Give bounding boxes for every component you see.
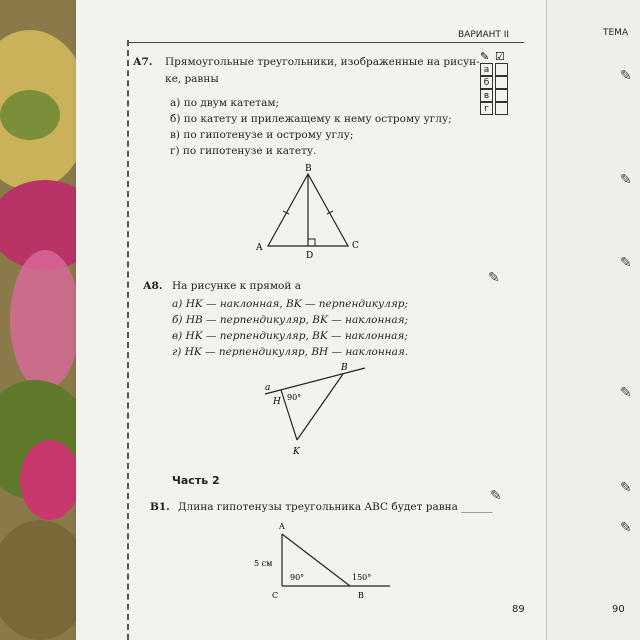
a8-option-a[interactable]: а) HK — наклонная, BK — перпендикуляр; <box>172 298 409 310</box>
checkbox-icon: ☑ <box>495 50 505 63</box>
a8-figure <box>255 360 375 460</box>
a8-label-angle: 90° <box>287 393 302 402</box>
pencil-icon-a8: ✎ <box>488 270 500 286</box>
a7-option-g[interactable]: г) по гипотенузе и катету. <box>170 145 317 157</box>
answer-checkbox-a[interactable] <box>495 63 508 76</box>
a7-label-b: B <box>305 164 312 174</box>
a7-option-v[interactable]: в) по гипотенузе и острому углу; <box>170 129 354 141</box>
b1-label-right-angle: 90° <box>290 573 305 582</box>
a8-label-b: B <box>341 363 348 373</box>
part2-title: Часть 2 <box>172 474 220 487</box>
b1-label-side: 5 см <box>254 559 273 568</box>
pencil-icon-p2-6: ✎ <box>620 520 632 536</box>
answer-checkbox-v[interactable] <box>495 89 508 102</box>
margin-dashed-line <box>127 40 129 640</box>
a8-option-b[interactable]: б) HB — перпендикуляр, BK — наклонная; <box>172 314 409 326</box>
answer-checkbox-g[interactable] <box>495 102 508 115</box>
a8-number: А8. <box>143 280 163 292</box>
a8-line-a <box>265 368 365 394</box>
a8-label-line: a <box>265 383 271 393</box>
a7-option-b[interactable]: б) по катету и прилежащему к нему острому углу; <box>170 113 452 125</box>
a8-label-h: H <box>273 397 281 407</box>
a7-right-angle-mark <box>308 239 315 246</box>
b1-question[interactable]: Длина гипотенузы треугольника ABC будет равна ______ <box>178 501 493 513</box>
answer-checkbox-b[interactable] <box>495 76 508 89</box>
variant-header: ВАРИАНТ II <box>458 30 510 40</box>
a7-question-line2: ке, равны <box>165 73 219 85</box>
a8-option-v[interactable]: в) HK — перпендикуляр, BK — наклонная; <box>172 330 408 342</box>
answer-letter-v: в <box>480 89 493 102</box>
header-rule <box>128 42 524 43</box>
pencil-icon-p2-2: ✎ <box>620 172 632 188</box>
b1-figure <box>250 518 400 604</box>
a7-triangle-figure <box>250 162 370 262</box>
b1-label-b: B <box>358 591 364 600</box>
a8-label-k: K <box>293 447 300 457</box>
pencil-icon-b1: ✎ <box>490 488 502 504</box>
next-page-header: ТЕМА <box>603 28 629 38</box>
a7-label-c: C <box>352 241 359 251</box>
answer-letter-b: б <box>480 76 493 89</box>
pencil-icon-p2-3: ✎ <box>620 255 632 271</box>
right-page <box>546 0 640 640</box>
a8-question: На рисунке к прямой a <box>172 280 301 292</box>
a7-question-line1: Прямоугольные треугольники, изображенные на рисун- <box>165 56 480 68</box>
pencil-icon: ✎ <box>480 50 490 63</box>
b1-label-a: A <box>279 522 285 531</box>
b1-number: В1. <box>150 501 170 513</box>
a7-label-d: D <box>306 251 314 261</box>
a7-number: А7. <box>133 56 153 68</box>
pencil-icon-p2-4: ✎ <box>620 385 632 401</box>
a8-option-g[interactable]: г) HK — перпендикуляр, BH — наклонная. <box>172 346 409 358</box>
answer-grid <box>480 50 508 115</box>
b1-label-ext-angle: 150° <box>352 573 372 582</box>
a7-option-a[interactable]: а) по двум катетам; <box>170 97 280 109</box>
pencil-icon-p2-5: ✎ <box>620 480 632 496</box>
a7-label-a: A <box>256 243 263 253</box>
answer-letter-g: г <box>480 102 493 115</box>
pencil-icon-p2-1: ✎ <box>620 68 632 84</box>
b1-label-c: C <box>272 591 279 600</box>
answer-letter-a: а <box>480 63 493 76</box>
page-number-left: 89 <box>512 604 525 615</box>
page-number-right: 90 <box>612 604 625 615</box>
